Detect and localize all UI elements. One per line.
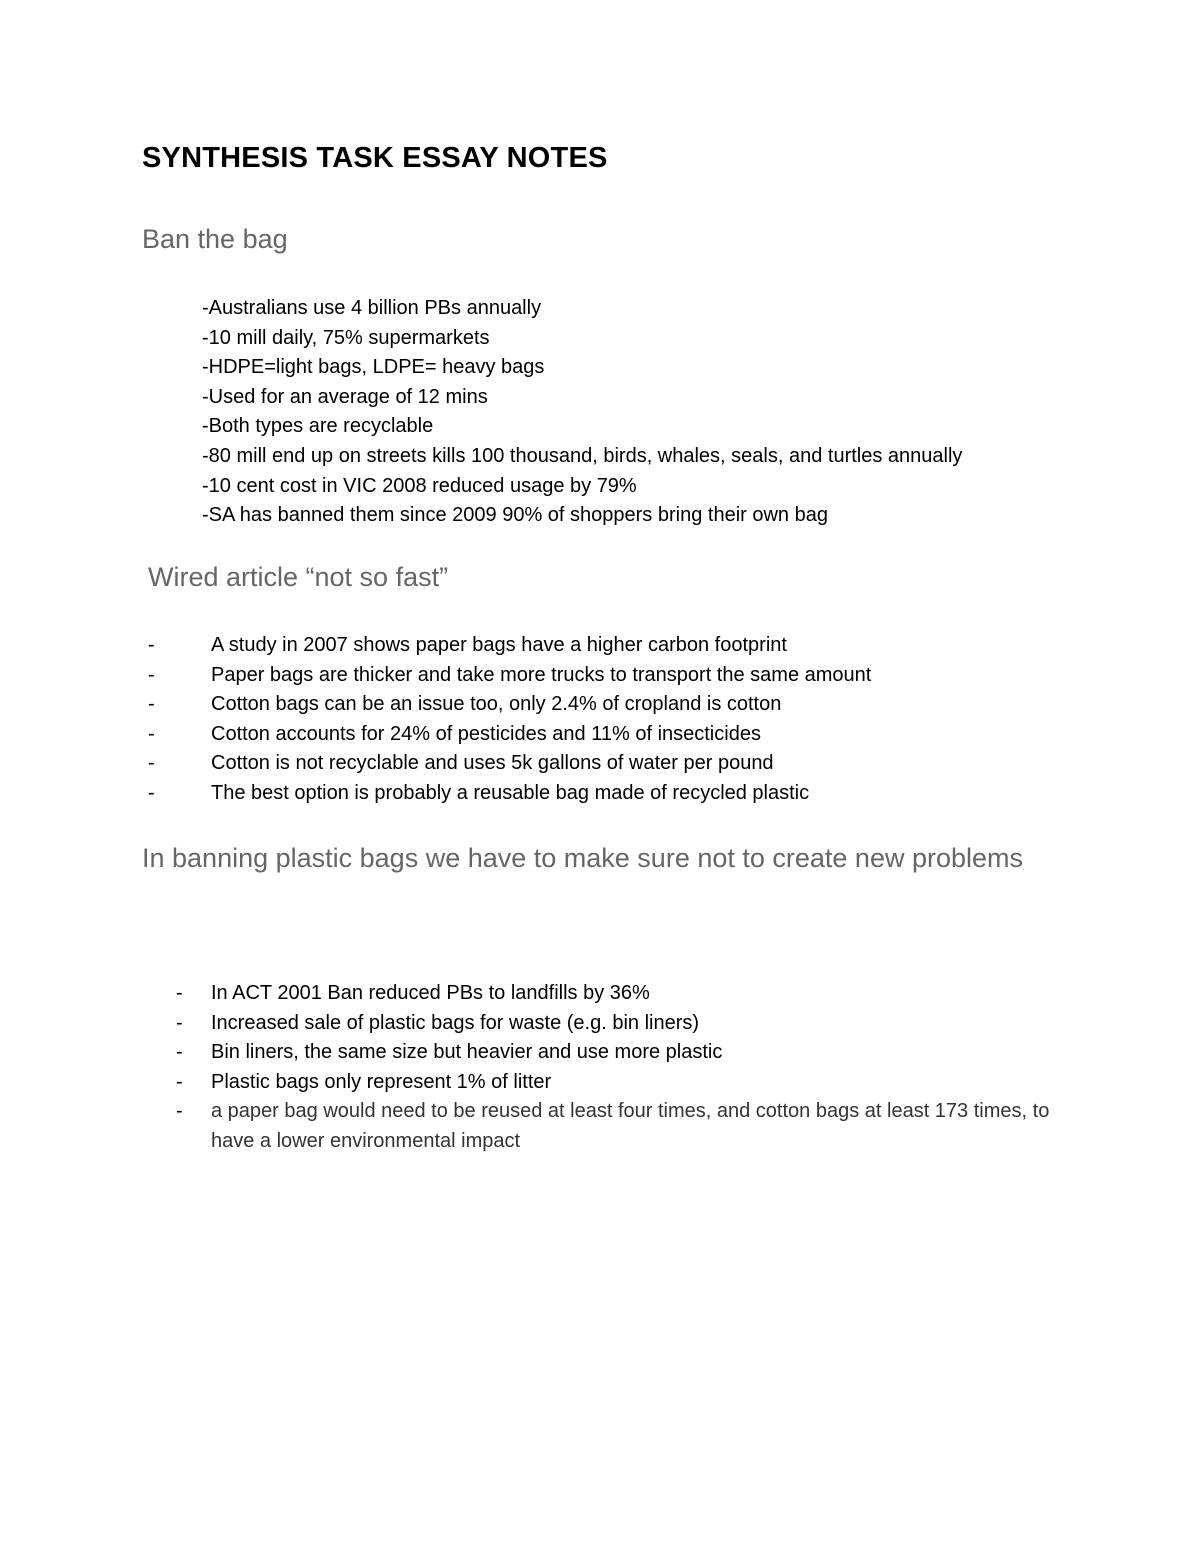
list-item: -HDPE=light bags, LDPE= heavy bags	[202, 356, 545, 379]
list-item-text: Bin liners, the same size but heavier and use more plastic	[211, 1041, 723, 1064]
bullet-dash: -	[176, 1041, 183, 1064]
bullet-dash: -	[148, 781, 155, 804]
bullet-dash: -	[148, 663, 155, 686]
ban-the-bag-list	[202, 294, 962, 531]
list-item-text: Paper bags are thicker and take more trucks to transport the same amount	[211, 663, 872, 686]
list-item-text: Plastic bags only represent 1% of litter	[211, 1070, 552, 1093]
bullet-dash: -	[148, 634, 155, 656]
section-heading-wired-article: Wired article “not so fast”	[148, 562, 449, 592]
list-item: -10 cent cost in VIC 2008 reduced usage by 79%	[202, 474, 637, 497]
list-item-text: A study in 2007 shows paper bags have a higher carbon footprint	[211, 634, 787, 656]
list-item: -Used for an average of 12 mins	[202, 385, 488, 408]
list-item-text: Cotton is not recyclable and uses 5k gallons of water per pound	[211, 752, 774, 775]
list-item: -Australians use 4 billion PBs annually	[202, 297, 542, 319]
page-title: SYNTHESIS TASK ESSAY NOTES	[142, 142, 608, 174]
bullet-dash: -	[176, 1011, 183, 1034]
list-item: -80 mill end up on streets kills 100 thousand, birds, whales, seals, and turtles annually	[202, 444, 963, 467]
bullet-dash: -	[176, 982, 183, 1004]
section-heading-banning-plastic-bags: In banning plastic bags we have to make sure not to create new problems	[142, 843, 1024, 873]
list-item: -Both types are recyclable	[202, 415, 434, 438]
bullet-dash: -	[148, 693, 155, 716]
list-item-text: In ACT 2001 Ban reduced PBs to landfills by 36%	[211, 982, 650, 1004]
list-item: -SA has banned them since 2009 90% of shoppers bring their own bag	[202, 504, 828, 527]
list-item-text: The best option is probably a reusable bag made of recycled plastic	[211, 781, 810, 804]
bullet-dash: -	[176, 1100, 183, 1123]
bullet-dash: -	[148, 722, 155, 745]
bullet-dash: -	[176, 1070, 183, 1093]
list-item-text: Increased sale of plastic bags for waste (e.g. bin liners)	[211, 1011, 700, 1034]
bullet-dash: -	[148, 752, 155, 775]
list-item-text: a paper bag would need to be reused at least four times, and cotton bags at least 173 times, to have a lower environmental impact	[211, 1100, 1050, 1152]
list-item-text: Cotton bags can be an issue too, only 2.4% of cropland is cotton	[211, 693, 782, 716]
section-heading-ban-the-bag: Ban the bag	[142, 224, 288, 254]
list-item: -10 mill daily, 75% supermarkets	[202, 326, 490, 349]
list-item-text: Cotton accounts for 24% of pesticides and 11% of insecticides	[211, 722, 761, 745]
